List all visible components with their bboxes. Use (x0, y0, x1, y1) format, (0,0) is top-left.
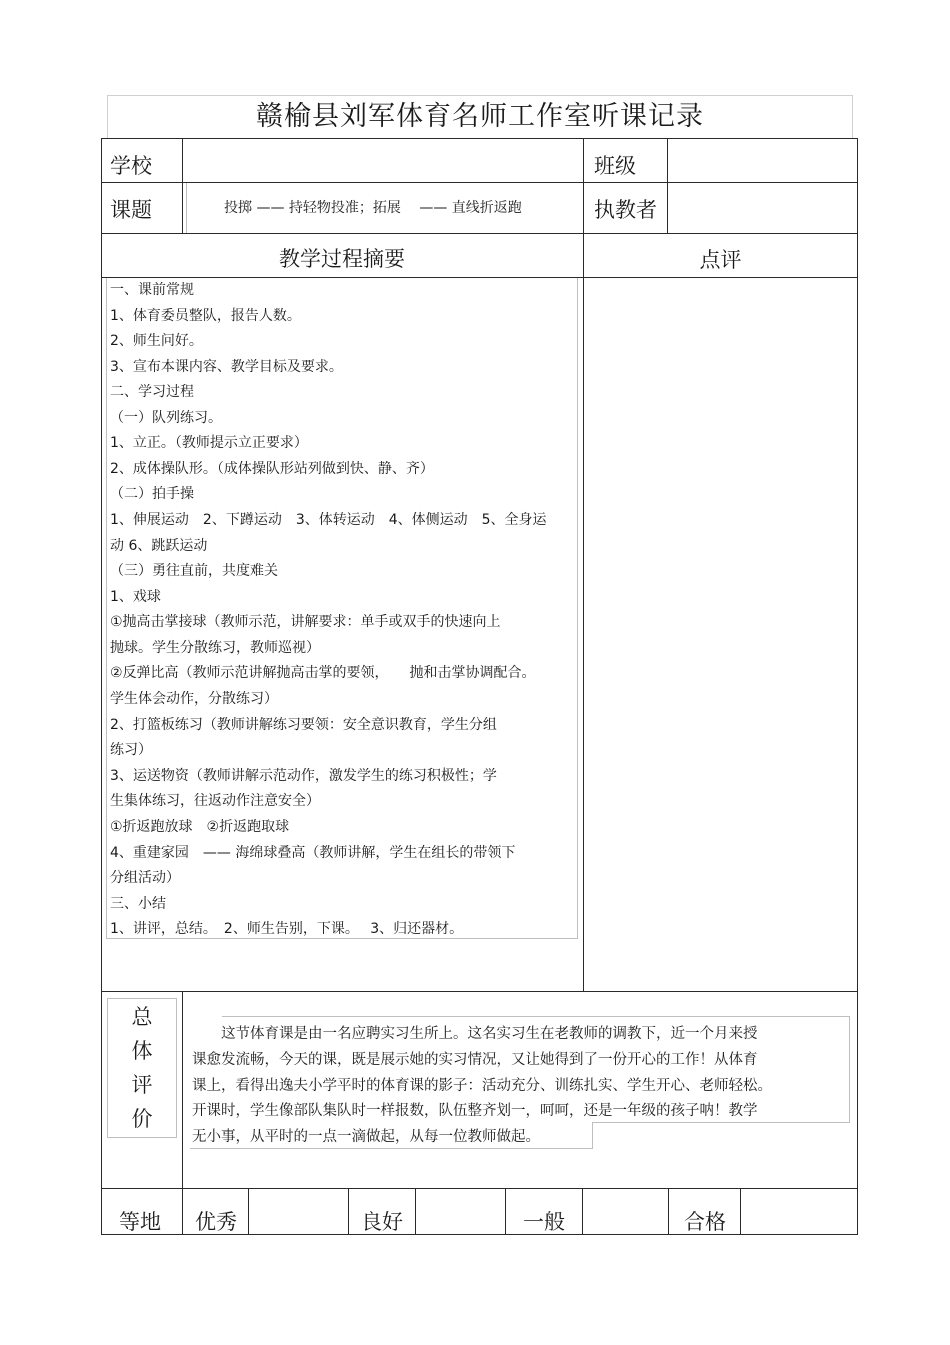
process-line: ①抛高击掌接球（教师示范，讲解要求：单手或双手的快速向上 (110, 614, 501, 630)
school-field[interactable] (184, 140, 582, 181)
col-divider (505, 1188, 506, 1235)
process-line: 4、重建家园 —— 海绵球叠高（教师讲解，学生在组长的带领下 (110, 845, 516, 861)
inner-border (577, 278, 578, 938)
process-line: ②反弹比高（教师示范讲解抛高击掌的要领， 抛和击掌协调配合。 (110, 665, 536, 681)
process-line: 1、伸展运动 2、下蹲运动 3、体转运动 4、体侧运动 5、全身运 (110, 512, 547, 528)
teacher-field[interactable] (669, 184, 857, 232)
process-line: 学生体会动作，分散练习） (110, 691, 278, 707)
col-divider (248, 1188, 249, 1235)
row-divider (101, 991, 858, 992)
process-line: 2、打篮板练习（教师讲解练习要领：安全意识教育，学生分组 (110, 717, 497, 733)
comment-field[interactable] (585, 279, 857, 990)
grade-pass-field[interactable] (742, 1190, 857, 1234)
process-line: 2、成体操队形。（成体操队形站列做到快、静、齐） (110, 461, 434, 477)
process-line: 动 6、跳跃运动 (110, 538, 208, 554)
process-line: 练习） (110, 742, 152, 758)
col-divider (348, 1188, 349, 1235)
evaluation-line: 无小事，从平时的一点一滴做起，从每一位教师做起。 (192, 1129, 540, 1145)
process-line: 生集体练习，往返动作注意安全） (110, 793, 320, 809)
process-line: 1、立正。（教师提示立正要求） (110, 435, 308, 451)
grade-excellent-field[interactable] (250, 1190, 347, 1234)
col-divider (667, 138, 668, 233)
inner-border (186, 183, 187, 233)
page-title: 赣榆县刘军体育名师工作室听课记录 (256, 101, 704, 132)
process-line: 抛球。学生分散练习，教师巡视） (110, 640, 320, 656)
process-line: 3、宣布本课内容、教学目标及要求。 (110, 359, 343, 375)
evaluation-line: 开课时，学生像部队集队时一样报数，队伍整齐划一，呵呵，还是一年级的孩子呐！教学 (192, 1103, 758, 1119)
grade-average-field[interactable] (584, 1190, 667, 1234)
overall-label-char: 总 (131, 1005, 153, 1029)
inner-border (849, 1016, 850, 1122)
process-line: 1、讲评，总结。 2、师生告别，下课。 3、归还器材。 (110, 921, 464, 937)
process-line: 分组活动） (110, 870, 180, 886)
evaluation-line: 课上，看得出逸夫小学平时的体育课的影子：活动充分、训练扎实、学生开心、老师轻松。 (192, 1078, 772, 1094)
process-line: 1、戏球 (110, 589, 161, 605)
process-line: 3、运送物资（教师讲解示范动作，激发学生的练习积极性；学 (110, 768, 497, 784)
col-divider (182, 138, 183, 233)
col-divider (415, 1188, 416, 1235)
process-line: 2、师生问好。 (110, 333, 203, 349)
evaluation-line: 这节体育课是由一名应聘实习生所上。这名实习生在老教师的调教下，近一个月来授 (192, 1026, 758, 1042)
process-header: 教学过程摘要 (279, 247, 405, 271)
process-line: （三）勇往直前，共度难关 (110, 563, 278, 579)
inner-border (592, 1122, 850, 1123)
topic-label: 课题 (110, 198, 152, 222)
row-divider (101, 277, 858, 278)
row-divider (101, 182, 858, 183)
row-divider (101, 233, 858, 234)
overall-label-char: 体 (131, 1039, 153, 1063)
row-divider (101, 1188, 858, 1189)
teacher-label: 执教者 (594, 198, 657, 222)
process-line: 一、课前常规 (110, 282, 194, 298)
inner-border (592, 1122, 593, 1148)
class-field[interactable] (669, 140, 857, 181)
grade-good-label: 良好 (361, 1210, 403, 1234)
grade-pass-label: 合格 (684, 1210, 726, 1234)
grade-excellent-label: 优秀 (195, 1210, 237, 1234)
school-label: 学校 (110, 154, 152, 178)
process-line: 二、学习过程 (110, 384, 194, 400)
col-divider (582, 1188, 583, 1235)
col-divider (182, 991, 183, 1235)
process-line: 1、体育委员整队，报告人数。 (110, 308, 301, 324)
inner-border (106, 938, 578, 939)
overall-label (108, 1000, 176, 1138)
grade-average-label: 一般 (523, 1210, 565, 1234)
comment-header: 点评 (699, 248, 742, 272)
process-line: （二）拍手操 (110, 486, 194, 502)
process-line: 三、小结 (110, 896, 166, 912)
col-divider (668, 1188, 669, 1235)
grade-good-field[interactable] (417, 1190, 504, 1234)
inner-border (222, 1016, 850, 1017)
class-label: 班级 (594, 154, 636, 178)
overall-label-char: 评 (131, 1073, 153, 1097)
grade-label: 等地 (119, 1210, 161, 1234)
process-line: （一）队列练习。 (110, 410, 222, 426)
process-line: ①折返跑放球 ②折返跑取球 (110, 819, 290, 835)
overall-label-char: 价 (131, 1107, 153, 1131)
inner-border (190, 1148, 593, 1149)
inner-border (106, 278, 107, 938)
evaluation-line: 课愈发流畅，今天的课，既是展示她的实习情况，又让她得到了一份开心的工作！从体育 (192, 1052, 758, 1068)
col-divider (740, 1188, 741, 1235)
topic-text: 投掷 —— 持轻物投准；拓展 —— 直线折返跑 (224, 200, 522, 216)
